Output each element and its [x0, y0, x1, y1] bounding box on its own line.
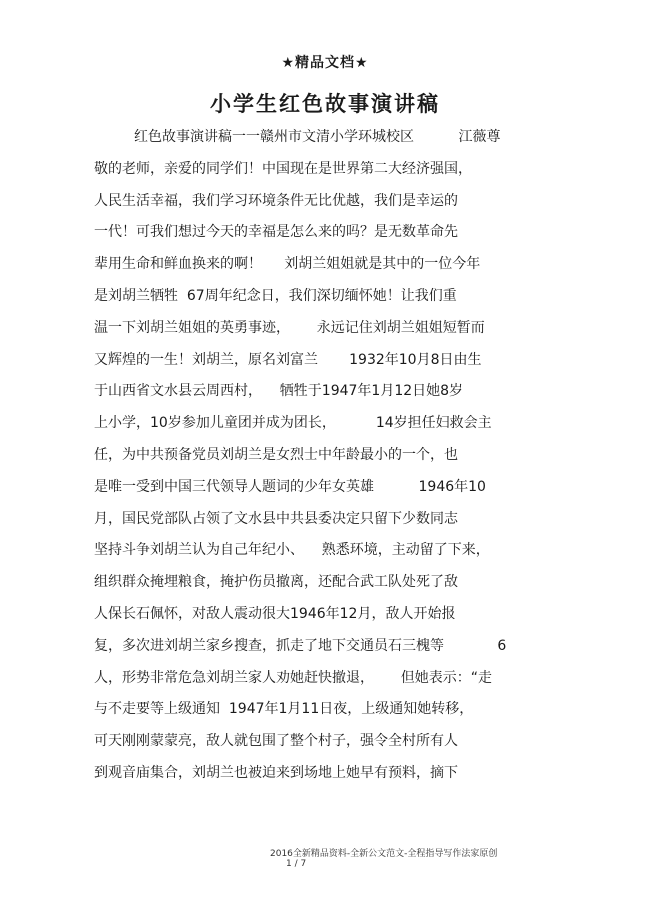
body-line: 红色故事演讲稿一一赣州市文清小学环城校区 江薇尊	[134, 129, 501, 145]
document-title: 小学生红色故事演讲稿	[210, 92, 440, 116]
body-line: 人民生活幸福，我们学习环境条件无比优越，我们是幸运的	[94, 192, 458, 209]
body-line: 复，多次进刘胡兰家乡搜查，抓走了地下交通员石三槐等 6	[94, 637, 507, 654]
body-line: 到观音庙集合，刘胡兰也被迫来到场地上她早有预料，摘下	[94, 764, 458, 781]
body-line: 人保长石佩怀，对敌人震动很大1946年12月，敌人开始报	[94, 605, 456, 622]
body-line: 与不走要等上级通知 1947年1月11日夜，上级通知她转移，	[94, 701, 474, 718]
body-line: 月，国民党部队占领了文水县中共县委决定只留下少数同志	[94, 510, 458, 527]
body-line: 上小学，10岁参加儿童团并成为团长， 14岁担任妇救会主	[94, 415, 492, 432]
body-line: 温一下刘胡兰姐姐的英勇事迹， 永远记住刘胡兰姐姐短暂而	[94, 319, 485, 336]
body-line: 一代！可我们想过今天的幸福是怎么来的吗？是无数革命先	[94, 224, 458, 241]
body-line: 辈用生命和鲜血换来的啊！ 刘胡兰姐姐就是其中的一位今年	[94, 256, 481, 273]
body-line: 坚持斗争刘胡兰认为自己年纪小、 熟悉环境，主动留了下来，	[94, 542, 490, 559]
body-line: 是刘胡兰牺牲 67周年纪念日，我们深切缅怀她！让我们重	[94, 287, 457, 304]
header-badge: ★精品文档★	[281, 55, 369, 71]
body-line: 人，形势非常危急刘胡兰家人劝她赶快撤退， 但她表示：“走	[94, 669, 492, 686]
body-line: 是唯一受到中国三代领导人题词的少年女英雄 1946年10	[94, 478, 486, 495]
body-line: 组织群众掩埋粮食，掩护伤员撤离，还配合武工队处死了敌	[94, 574, 458, 591]
body-line: 可天刚刚蒙蒙亮，敌人就包围了整个村子，强令全村所有人	[94, 733, 458, 750]
document-body	[94, 122, 564, 790]
page-number: 1 / 7	[286, 859, 307, 869]
body-line: 敬的老师，亲爱的同学们！中国现在是世界第二大经济强国，	[94, 160, 472, 177]
footer-note: 2016全新精品资料-全新公文范文-全程指导写作法家原创	[270, 849, 498, 859]
body-line: 于山西省文水县云周西村， 牺牲于1947年1月12日她8岁	[94, 383, 464, 400]
body-line: 任，为中共预备党员刘胡兰是女烈士中年龄最小的一个，也	[94, 446, 458, 463]
body-line: 又辉煌的一生！刘胡兰，原名刘富兰 1932年10月8日由生	[94, 351, 482, 368]
